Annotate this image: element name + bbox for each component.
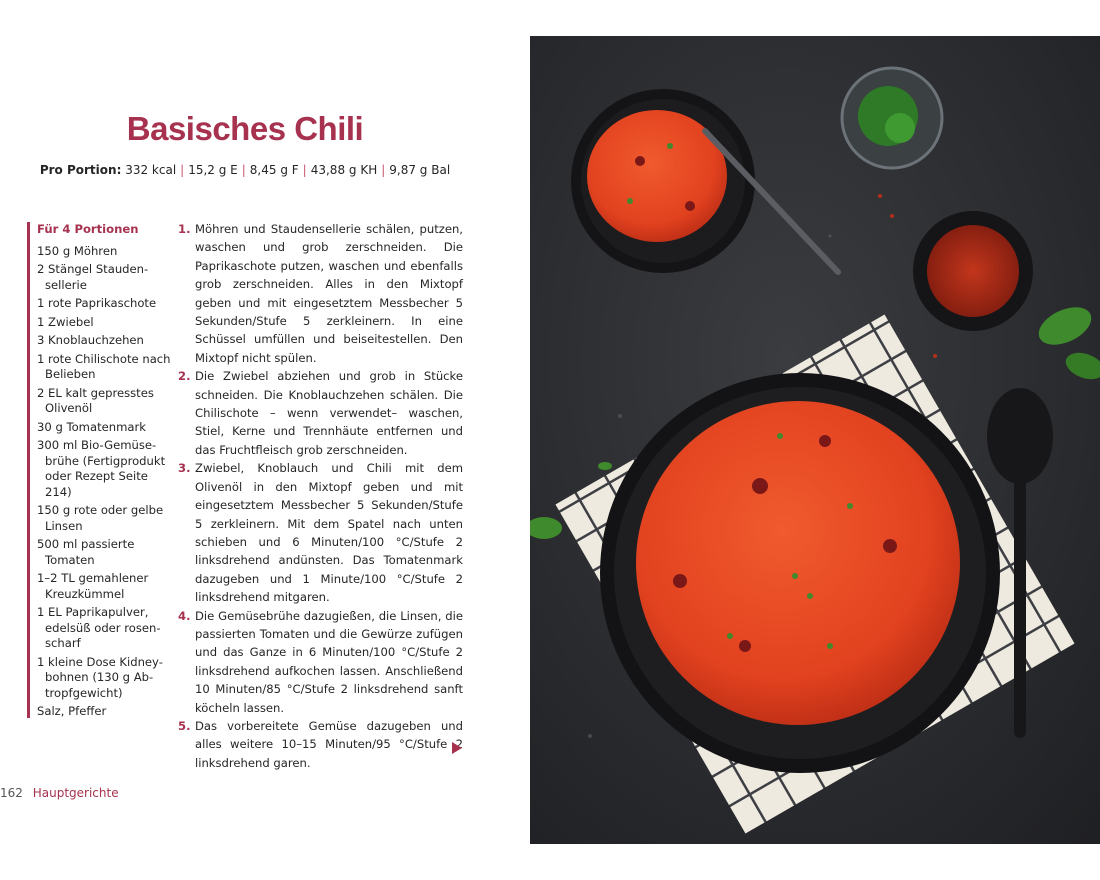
step-text: Zwiebel, Knoblauch und Chili mit dem Olivenöl in den Mixtopf geben und mit eingesetztem Messbecher 5 Sekunden/Stufe 5 zerkleinern. Mit dem Spatel nach unten schieben und 6 Minuten/100 °C/Stufe 2 linksdrehend andünsten. Das Tomatenmark dazugeben und 1 Minute/100 °C/Stufe 2 linksdrehend mitgaren. [195, 461, 463, 605]
ingredient-item: 150 g Möhren [37, 243, 118, 258]
nutrition-separator: | [302, 163, 307, 177]
nutrition-carbs: 43,88 g KH [310, 163, 378, 177]
nutrition-fiber: 9,87 g Bal [389, 163, 451, 177]
step-item [178, 220, 463, 367]
ingredient-item: 1 kleine Dose Kidney-bohnen (130 g Ab-tropfgewicht) [37, 654, 163, 700]
triangle-right-icon[interactable] [452, 742, 462, 754]
ingredient-item: 30 g Tomatenmark [37, 419, 146, 434]
ingredient-item: 1 EL Paprikapulver, edelsüß oder rosen-scharf [37, 605, 161, 650]
step-text: Die Zwiebel abziehen und grob in Stücke schneiden. Die Knoblauchzehen schälen. Die Chilischote – wenn verwendet– waschen, Stiel, Kerne und Trennhäute entfernen und das Fruchtfleisch grob zerschneiden. [195, 369, 463, 457]
ingredient-list [27, 222, 175, 718]
nutrition-separator: | [241, 163, 246, 177]
ingredient-item: 1 rote Paprikaschote [37, 296, 157, 310]
ingredient-item: Salz, Pfeffer [37, 704, 107, 718]
step-text: Möhren und Staudensellerie schälen, putzen, waschen und grob zerschneiden. Die Paprikaschote putzen, waschen und ebenfalls grob zerschneiden. Alles in den Mixtopf geben und mit eingesetztem Messbecher 5 Sekunden/Stufe 5 zerkleinern. In eine Schüssel umfüllen und beiseitestellen. Den Mixtopf nicht spülen. [195, 222, 463, 365]
nutrition-kcal: 332 kcal [125, 163, 177, 177]
page-number: 162 [0, 786, 23, 800]
step-list [178, 220, 463, 772]
step-number: 1. [178, 222, 191, 236]
small-bowl [571, 89, 755, 273]
step-number: 3. [178, 461, 191, 476]
step-item [178, 367, 463, 459]
step-item [178, 459, 463, 606]
ingredient-item: 150 g rote oder gelbe Linsen [37, 503, 164, 533]
ingredient-item: 2 EL kalt gepresstes Olivenöl [37, 385, 154, 415]
nutrition-label: Pro Portion: [39, 163, 122, 177]
step-item [178, 717, 463, 772]
nutrition-separator: | [381, 163, 386, 177]
ingredient-item: 500 ml passierte Tomaten [37, 537, 135, 567]
nutrition-fat: 8,45 g F [249, 163, 299, 177]
large-bowl [600, 373, 1000, 773]
ingredient-item: 1 Zwiebel [37, 314, 94, 329]
ingredient-item: 2 Stängel Stauden-sellerie [37, 262, 149, 292]
step-text: Das vorbereitete Gemüse dazugeben und alles weitere 10–15 Minuten/95 °C/Stufe 2 linksdrehend garen. [195, 718, 463, 770]
step-number: 4. [178, 608, 191, 623]
recipe-title: Basisches Chili [126, 110, 364, 147]
ingredient-item: 1 rote Chilischote nach Belieben [37, 351, 171, 381]
nutrition-protein: 15,2 g E [188, 163, 238, 177]
step-number: 5. [178, 718, 191, 733]
nutrition-separator: | [180, 163, 185, 177]
section-name: Hauptgerichte [32, 786, 119, 800]
step-text: Die Gemüsebrühe dazugießen, die Linsen, die passierten Tomaten und die Gewürze zufügen und das Ganze in 6 Minuten/100 °C/Stufe 2 linksdrehend aufkochen lassen. Anschließend 10 Minuten/85 °C/Stufe 2 linksdrehend sanft köcheln lassen. [195, 608, 463, 715]
ingredient-item: 3 Knoblauchzehen [37, 333, 144, 347]
page-footer [0, 786, 119, 800]
nutrition-line [0, 163, 490, 177]
ingredient-item: 1–2 TL gemahlener Kreuzkümmel [37, 571, 149, 601]
ingredient-item: 300 ml Bio-Gemüse-brühe (Fertigprodukt oder Rezept Seite 214) [37, 438, 166, 499]
ingredient-heading: Für 4 Portionen [37, 222, 139, 236]
chili-photo [530, 36, 1100, 844]
parsley-glass [842, 68, 942, 168]
step-number: 2. [178, 369, 191, 384]
step-item [178, 607, 463, 717]
